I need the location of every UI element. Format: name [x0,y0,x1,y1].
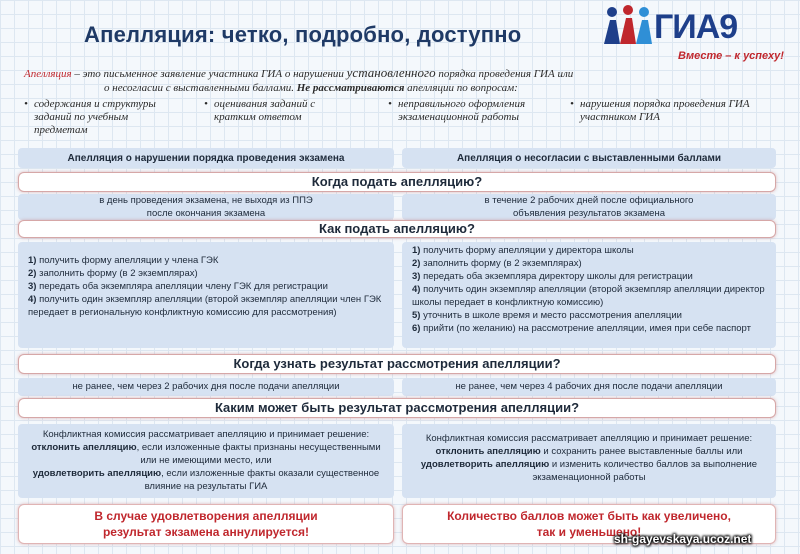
definition-emphasis: установленного [346,65,436,80]
section-heading-when-submit: Когда подать апелляцию? [18,172,776,192]
step-number: 5) [412,310,421,321]
step-text: получить один экземпляр апелляции (второй экземпляр апелляции член ГЭК передает в региональную конфликтную комиссию для рассмотрения) [28,294,382,318]
accept-option [26,467,386,493]
list-item: • содержания и структуры заданий по учебным предметам [24,98,156,136]
accept-text: и изменить количество баллов за выполнение экзаменационной работы [532,459,758,483]
accept-option [410,458,768,484]
step-item [412,257,766,270]
list-item-text: содержания и структуры заданий по учебным предметам [34,98,156,136]
step-number: 2) [412,258,421,269]
accept-label: удовлетворить апелляцию [420,459,550,470]
annulment-line-1: В случае удовлетворения апелляции [94,509,318,523]
step-item [412,309,766,322]
step-item [28,293,384,319]
list-item: • неправильного оформления экзаменационной работы [388,98,526,123]
list-item-text: нарушения порядка проведения ГИА участником ГИА [580,98,750,123]
site-watermark: sh-gayevskaya.ucoz.net [614,532,752,546]
step-item [28,267,384,280]
when-submit-left: в день проведения экзамена, не выходя из ППЭ после окончания экзамена [18,194,394,220]
step-text: получить форму апелляции у члена ГЭК [36,255,219,266]
people-logo-icon [600,4,660,48]
step-item [412,322,766,335]
step-text: прийти (по желанию) на рассмотрение апелляции, имея при себе паспорт [420,323,751,334]
step-text: заполнить форму (в 2 экземплярах) [420,258,582,269]
column-header-scores: Апелляция о несогласии с выставленными баллами [402,148,776,168]
list-item: • оценивания заданий с кратким ответом [204,98,316,123]
step-number: 4) [28,294,37,305]
how-submit-right [402,242,776,348]
reject-label: отклонить апелляцию [435,446,541,457]
score-change-line-2: так и уменьшено! [536,525,642,539]
definition-text: – это письменное заявление участника ГИА о нарушении [71,68,347,80]
definition-line-2-text: о несогласии с выставленными баллами. [104,82,297,94]
reject-option [410,445,768,458]
list-item-text: оценивания заданий с кратким ответом [214,98,316,123]
not-considered-label: Не рассматриваются [296,82,405,94]
reject-label: отклонить апелляцию [31,442,137,453]
step-text: заполнить форму (в 2 экземплярах) [36,268,198,279]
list-item: • нарушения порядка проведения ГИА участником ГИА [570,98,750,123]
when-result-right: не ранее, чем через 4 рабочих дня после подачи апелляции [402,378,776,396]
page-title: Апелляция: четко, подробно, доступно [84,22,522,47]
definition-line-2-end: апелляции по вопросам: [404,82,518,94]
reject-text: и сохранить ранее выставленные баллы или [540,446,743,457]
step-number: 4) [412,284,421,295]
term-appeal: Апелляция [24,68,72,80]
section-heading-what-result: Каким может быть результат рассмотрения апелляции? [18,398,776,418]
step-number: 3) [28,281,37,292]
step-number: 6) [412,323,421,334]
step-item [412,270,766,283]
step-item [28,280,384,293]
how-submit-left [18,242,394,348]
section-heading-when-result: Когда узнать результат рассмотрения апелляции? [18,354,776,374]
step-item [412,283,766,309]
accept-label: удовлетворить апелляцию [32,468,162,479]
decision-intro: Конфликтная комиссия рассматривает апелляцию и принимает решение: [42,429,370,440]
step-item [412,244,766,257]
logo-slogan: Вместе – к успеху! [678,50,784,62]
step-number: 3) [412,271,421,282]
definition-text-2: порядка проведения ГИА или [435,68,574,80]
step-text: передать оба экземпляра апелляции члену ГЭК для регистрации [36,281,328,292]
annulment-note [18,504,394,544]
step-number: 1) [412,245,421,256]
score-change-line-1: Количество баллов может быть как увеличено, [447,509,731,523]
step-text: передать оба экземпляра директору школы для регистрации [420,271,693,282]
step-item [28,254,384,267]
step-text: получить форму апелляции у директора школы [420,245,634,256]
step-number: 2) [28,268,37,279]
logo-text: ГИА9 [654,8,738,46]
intro-definition [24,66,714,95]
exclusions-list [24,98,784,142]
definition-line-2 [24,81,714,95]
when-result-left: не ранее, чем через 2 рабочих дня после подачи апелляции [18,378,394,396]
step-number: 1) [28,255,37,266]
when-submit-right: в течение 2 рабочих дней после официального объявления результатов экзамена [402,194,776,220]
step-text: получить один экземпляр апелляции (второй экземпляр апелляции директор школы передает в конфликтную комиссию) [412,284,765,308]
section-heading-how-submit: Как подать апелляцию? [18,220,776,238]
reject-option [26,441,386,467]
reject-text: , если изложенные факты признаны несущественными или не имеющими место, или [136,442,381,466]
list-item-text: неправильного оформления экзаменационной работы [398,98,526,123]
what-result-right [402,424,776,498]
what-result-left [18,424,394,498]
accept-text: , если изложенные факты оказали существенное влияние на результаты ГИА [144,468,380,492]
gia9-logo [600,4,796,68]
step-text: уточнить в школе время и место рассмотрения апелляции [420,310,682,321]
column-header-violation: Апелляция о нарушении порядка проведения экзамена [18,148,394,168]
annulment-line-2: результат экзамена аннулируется! [102,525,310,539]
decision-intro: Конфликтная комиссия рассматривает апелляцию и принимает решение: [425,433,753,444]
